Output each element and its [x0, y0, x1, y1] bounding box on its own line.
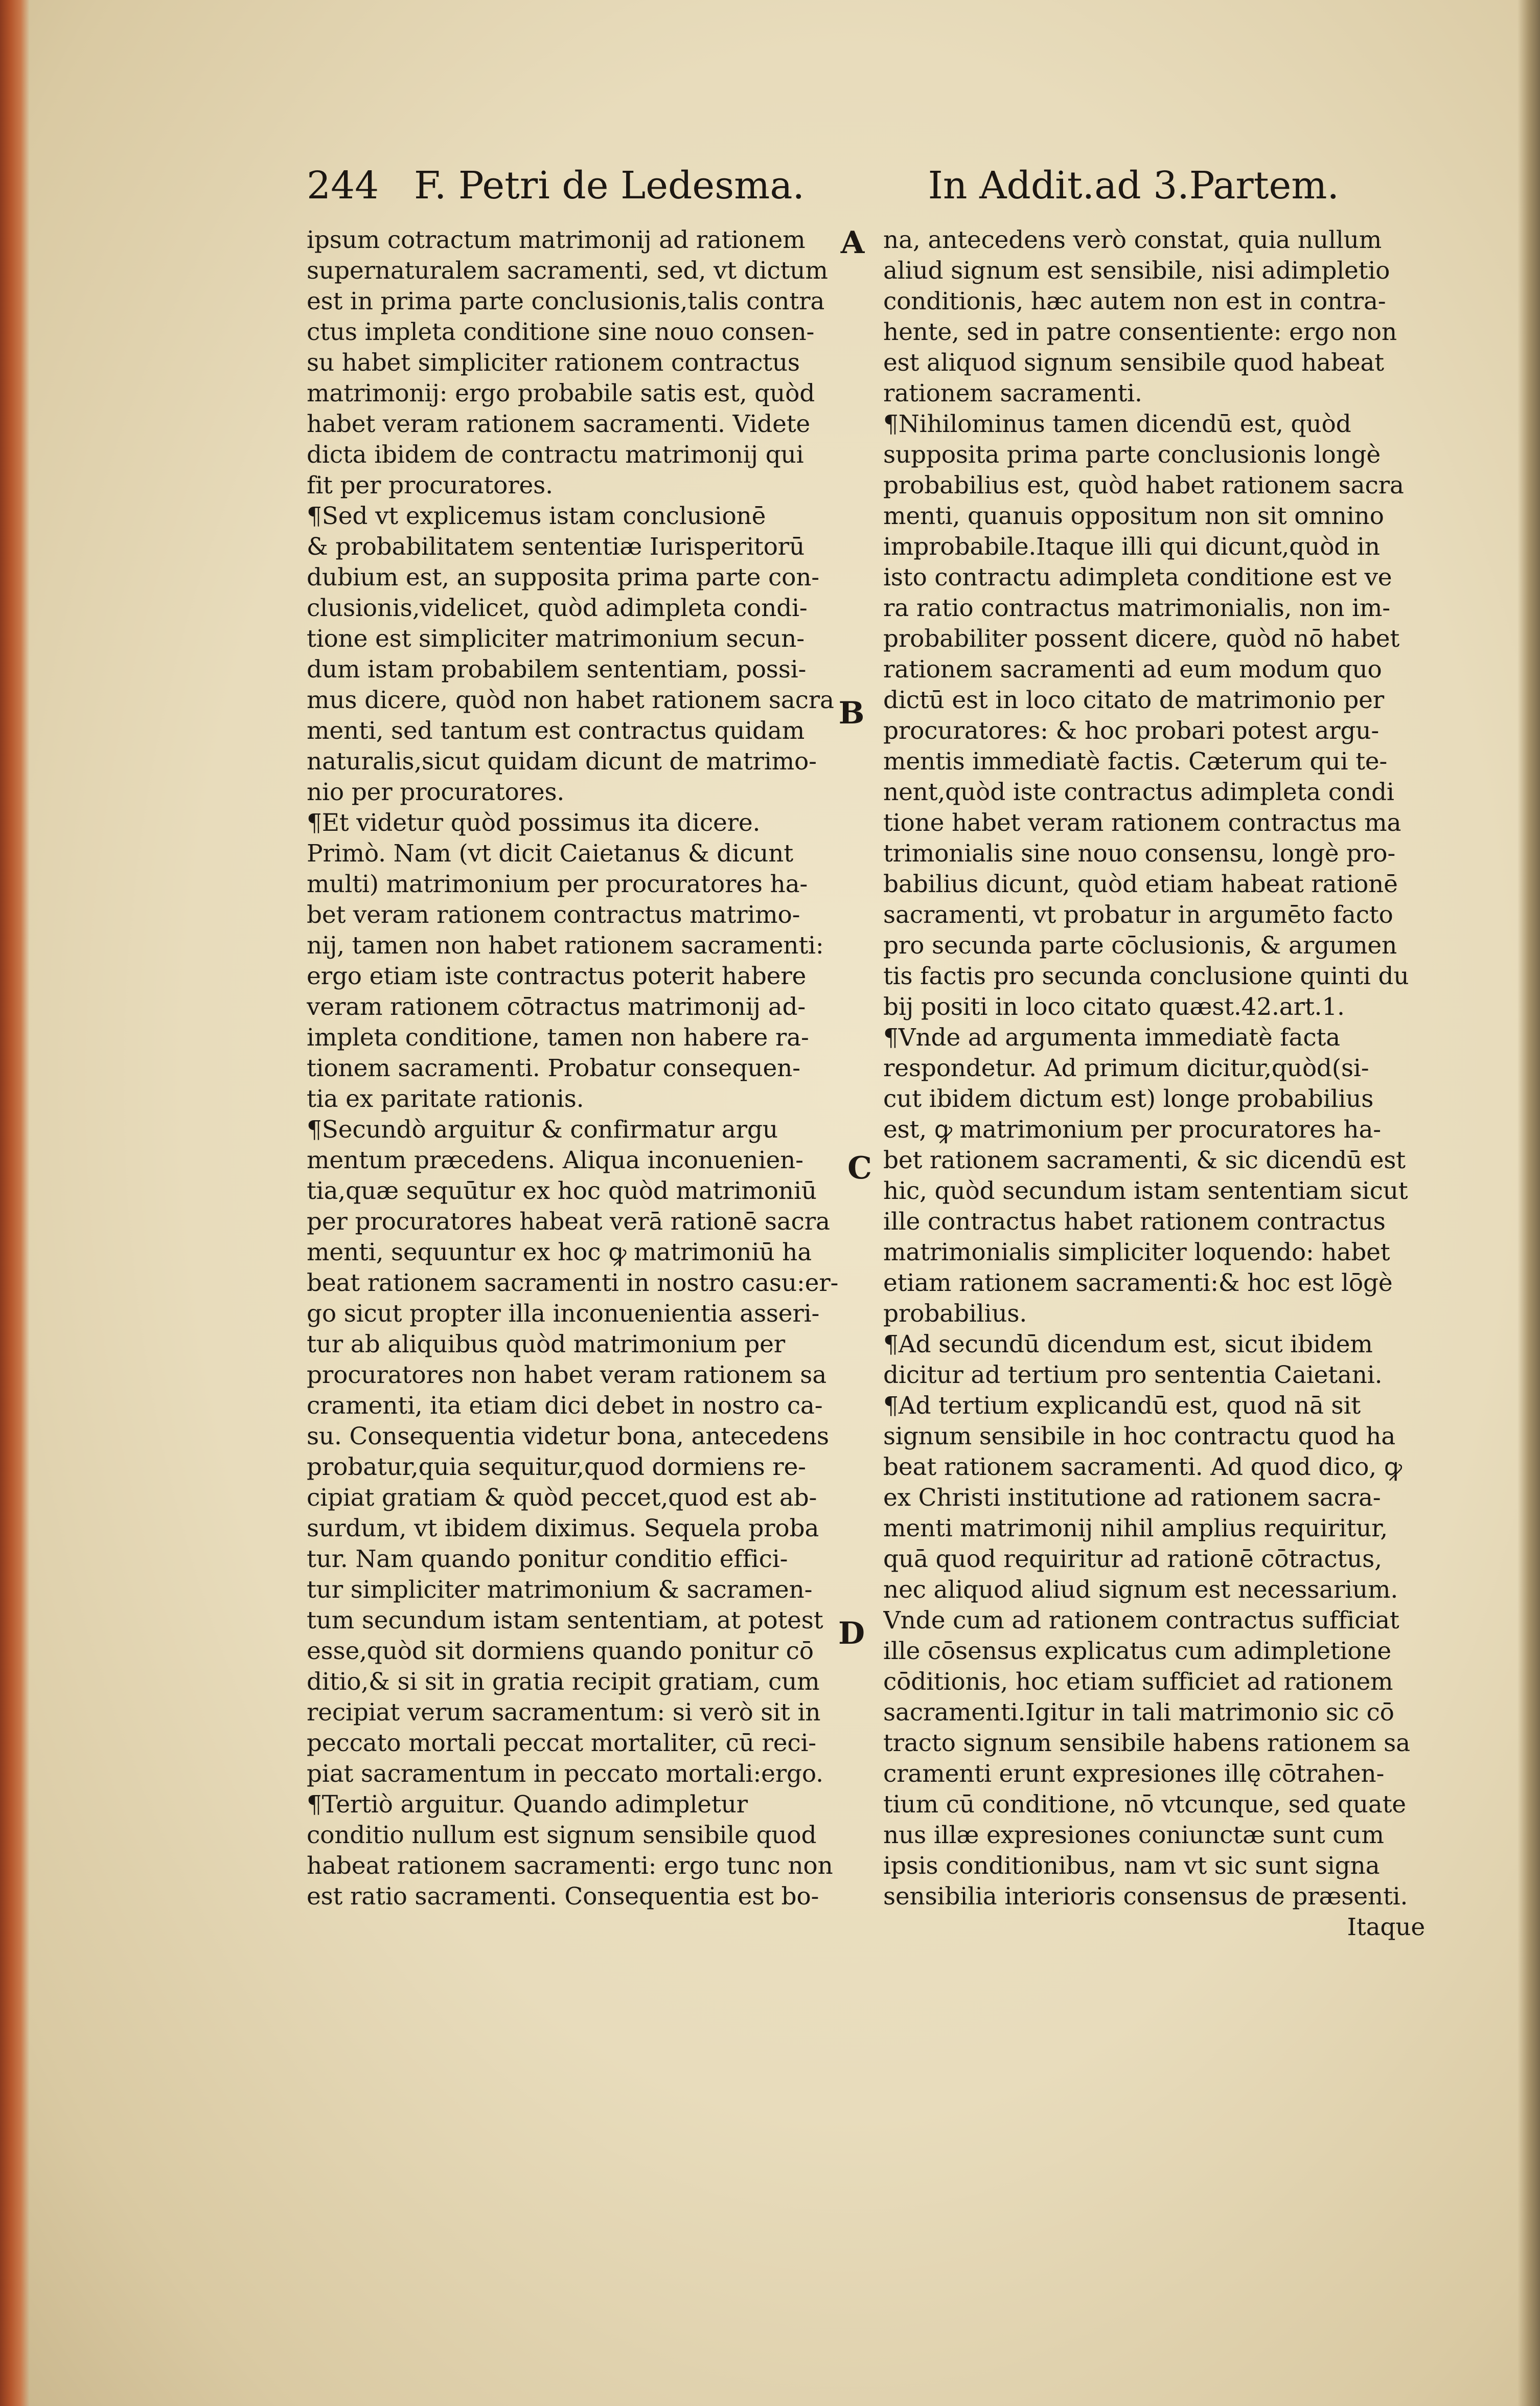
text-line: bij positi in loco citato quæst.42.art.1. [883, 993, 1345, 1021]
text-line: tionem sacramenti. Probatur consequen- [307, 1054, 800, 1082]
text-line: procuratores: & hoc probari potest argu- [883, 717, 1380, 745]
text-line: improbabile.Itaque illi qui dicunt,quòd in [883, 533, 1380, 561]
text-line: matrimonialis simpliciter loquendo: habet [883, 1238, 1390, 1266]
text-line: procuratores non habet veram rationem sa [307, 1361, 827, 1389]
text-line: ergo etiam iste contractus poterit habere [307, 962, 807, 990]
text-line: tum secundum istam sententiam, at potest [307, 1606, 823, 1635]
text-line: babilius dicunt, quòd etiam habeat rationē [883, 870, 1398, 898]
author-heading: F. Petri de Ledesma. [414, 164, 805, 208]
page-number: 244 [307, 164, 379, 208]
text-line: ¶Sed vt explicemus istam conclusionē [307, 502, 766, 530]
text-line: mus dicere, quòd non habet rationem sacra [307, 686, 834, 714]
text-line: mentis immediatè factis. Cæterum qui te- [883, 747, 1388, 776]
text-line: tione est simpliciter matrimonium secun- [307, 625, 805, 653]
text-line: conditio nullum est signum sensibile quod [307, 1821, 817, 1849]
text-line: isto contractu adimpleta conditione est ve [883, 563, 1392, 592]
text-line: tia ex paritate rationis. [307, 1085, 584, 1113]
text-line: piat sacramentum in peccato mortali:ergo. [307, 1760, 823, 1788]
text-line: cipiat gratiam & quòd peccet,quod est ab- [307, 1484, 817, 1512]
text-line: rationem sacramenti ad eum modum quo [883, 655, 1382, 684]
text-line: ille contractus habet rationem contractus [883, 1208, 1386, 1236]
text-line: Primò. Nam (vt dicit Caietanus & dicunt [307, 839, 793, 868]
text-line: nent,quòd iste contractus adimpleta condi [883, 778, 1394, 806]
text-line: etiam rationem sacramenti:& hoc est lōgè [883, 1269, 1393, 1297]
text-line: matrimonij: ergo probabile satis est, quòd [307, 379, 815, 407]
text-line: tur ab aliquibus quòd matrimonium per [307, 1330, 786, 1358]
text-line: su. Consequentia videtur bona, antecedens [307, 1422, 829, 1450]
text-line: hic, quòd secundum istam sententiam sicut [883, 1177, 1408, 1205]
text-line: tione habet veram rationem contractus ma [883, 809, 1401, 837]
text-line: nio per procuratores. [307, 778, 565, 806]
text-line: supposita prima parte conclusionis longè [883, 441, 1381, 469]
text-line: ¶Vnde ad argumenta immediatè facta [883, 1024, 1340, 1052]
text-line: menti, sequuntur ex hoc ꝙ matrimoniū ha [307, 1238, 812, 1266]
text-line: probabilius. [883, 1300, 1027, 1328]
text-line: cramenti, ita etiam dici debet in nostro ca- [307, 1392, 823, 1420]
text-line: signum sensibile in hoc contractu quod ha [883, 1422, 1396, 1450]
margin-letter-b: B [838, 695, 865, 731]
text-line: recipiat verum sacramentum: si verò sit in [307, 1698, 821, 1727]
text-line: fit per procuratores. [307, 471, 553, 500]
text-line: ra ratio contractus matrimonialis, non im- [883, 594, 1390, 622]
text-line: sensibilia interioris consensus de præsenti. [883, 1882, 1408, 1911]
text-line: peccato mortali peccat mortaliter, cū reci- [307, 1729, 816, 1757]
text-line: beat rationem sacramenti. Ad quod dico, ꝙ [883, 1453, 1402, 1481]
text-line: ctus impleta conditione sine nouo consen- [307, 318, 815, 346]
text-line: ille cōsensus explicatus cum adimpletione [883, 1637, 1391, 1665]
text-line: nec aliquod aliud signum est necessarium. [883, 1576, 1398, 1604]
text-line: multi) matrimonium per procuratores ha- [307, 870, 808, 898]
text-line: probabiliter possent dicere, quòd nō habet [883, 625, 1400, 653]
text-line: cut ibidem dictum est) longe probabilius [883, 1085, 1374, 1113]
text-line: habet veram rationem sacramenti. Videte [307, 410, 811, 438]
text-line: ipsis conditionibus, nam vt sic sunt signa [883, 1852, 1380, 1880]
text-line: dictū est in loco citato de matrimonio per [883, 686, 1384, 714]
text-line: aliud signum est sensibile, nisi adimpletio [883, 257, 1390, 285]
text-line: menti, quanuis oppositum non sit omnino [883, 502, 1384, 530]
text-line: veram rationem cōtractus matrimonij ad- [307, 993, 806, 1021]
text-line: per procuratores habeat verā rationē sacra [307, 1208, 830, 1236]
text-line: habeat rationem sacramenti: ergo tunc non [307, 1852, 833, 1880]
text-line: na, antecedens verò constat, quia nullum [883, 226, 1382, 254]
text-line: est, ꝙ matrimonium per procuratores ha- [883, 1116, 1381, 1144]
text-line: menti, sed tantum est contractus quidam [307, 717, 805, 745]
text-line: clusionis,videlicet, quòd adimpleta condi- [307, 594, 808, 622]
margin-letter-c: C [847, 1150, 872, 1186]
text-line: trimonialis sine nouo consensu, longè pro- [883, 839, 1396, 868]
text-line: & probabilitatem sententiæ Iurisperitorū [307, 533, 805, 561]
text-line: nus illæ expresiones coniunctæ sunt cum [883, 1821, 1384, 1849]
text-line: beat rationem sacramenti in nostro casu:er- [307, 1269, 839, 1297]
text-line: ¶Et videtur quòd possimus ita dicere. [307, 809, 761, 837]
text-line: nij, tamen non habet rationem sacramenti: [307, 932, 824, 960]
text-line: naturalis,sicut quidam dicunt de matrimo- [307, 747, 817, 776]
catchword: Itaque [1347, 1913, 1425, 1941]
text-line: sacramenti, vt probatur in argumēto facto [883, 901, 1393, 929]
text-line: ¶Tertiò arguitur. Quando adimpletur [307, 1790, 748, 1819]
text-line: tium cū conditione, nō vtcunque, sed quate [883, 1790, 1406, 1819]
margin-letter-d: D [838, 1616, 865, 1651]
text-line: go sicut propter illa inconuenientia asseri- [307, 1300, 820, 1328]
margin-letter-a: A [840, 225, 865, 261]
text-line: dicitur ad tertium pro sententia Caietani. [883, 1361, 1383, 1389]
text-line: mentum præcedens. Aliqua inconuenien- [307, 1146, 803, 1174]
text-line: supernaturalem sacramenti, sed, vt dictum [307, 257, 828, 285]
section-heading: In Addit.ad 3.Partem. [928, 164, 1339, 208]
text-line: dubium est, an supposita prima parte con- [307, 563, 819, 592]
text-line: probatur,quia sequitur,quod dormiens re- [307, 1453, 806, 1481]
text-line: surdum, vt ibidem diximus. Sequela proba [307, 1514, 819, 1542]
text-line: cōditionis, hoc etiam sufficiet ad rationem [883, 1668, 1393, 1696]
text-line: dicta ibidem de contractu matrimonij qui [307, 441, 804, 469]
running-head [307, 153, 1339, 225]
text-line: rationem sacramenti. [883, 379, 1142, 407]
text-line: tracto signum sensibile habens rationem sa [883, 1729, 1410, 1757]
text-line: ditio,& si sit in gratia recipit gratiam, cum [307, 1668, 820, 1696]
text-line: Vnde cum ad rationem contractus sufficiat [883, 1606, 1399, 1635]
text-line: quā quod requiritur ad rationē cōtractus, [883, 1545, 1382, 1573]
text-line: tia,quæ sequūtur ex hoc quòd matrimoniū [307, 1177, 817, 1205]
text-line: tur simpliciter matrimonium & sacramen- [307, 1576, 813, 1604]
text-line: probabilius est, quòd habet rationem sacra [883, 471, 1404, 500]
text-line: dum istam probabilem sententiam, possi- [307, 655, 807, 684]
text-line: respondetur. Ad primum dicitur,quòd(si- [883, 1054, 1369, 1082]
text-line: impleta conditione, tamen non habere ra- [307, 1024, 809, 1052]
page-edge-right [1518, 0, 1540, 2406]
page-edge-left [0, 0, 30, 2406]
text-line: est ratio sacramenti. Consequentia est bo- [307, 1882, 819, 1911]
text-line: tis factis pro secunda conclusione quinti du [883, 962, 1409, 990]
text-line: ¶Ad tertium explicandū est, quod nā sit [883, 1392, 1361, 1420]
text-line: ¶Ad secundū dicendum est, sicut ibidem [883, 1330, 1373, 1358]
text-line: bet rationem sacramenti, & sic dicendū est [883, 1146, 1406, 1174]
text-line: cramenti erunt expresiones illę cōtrahen- [883, 1760, 1385, 1788]
text-line: esse,quòd sit dormiens quando ponitur cō [307, 1637, 814, 1665]
text-line: ex Christi institutione ad rationem sacra- [883, 1484, 1381, 1512]
text-line: bet veram rationem contractus matrimo- [307, 901, 800, 929]
text-line: menti matrimonij nihil amplius requiritur, [883, 1514, 1388, 1542]
text-line: hente, sed in patre consentiente: ergo non [883, 318, 1397, 346]
text-line: est in prima parte conclusionis,talis contra [307, 287, 825, 315]
text-line: pro secunda parte cōclusionis, & argumen [883, 932, 1397, 960]
left-text-column [307, 225, 846, 1912]
right-text-column [883, 225, 1425, 1943]
text-line: sacramenti.Igitur in tali matrimonio sic cō [883, 1698, 1394, 1727]
text-line: ¶Nihilominus tamen dicendū est, quòd [883, 410, 1351, 438]
text-line: ¶Secundò arguitur & confirmatur argu [307, 1116, 778, 1144]
text-line: su habet simpliciter rationem contractus [307, 349, 800, 377]
text-line: ipsum cotractum matrimonij ad rationem [307, 226, 806, 254]
text-line: est aliquod signum sensibile quod habeat [883, 349, 1384, 377]
text-line: conditionis, hæc autem non est in contra- [883, 287, 1386, 315]
text-line: tur. Nam quando ponitur conditio effici- [307, 1545, 788, 1573]
